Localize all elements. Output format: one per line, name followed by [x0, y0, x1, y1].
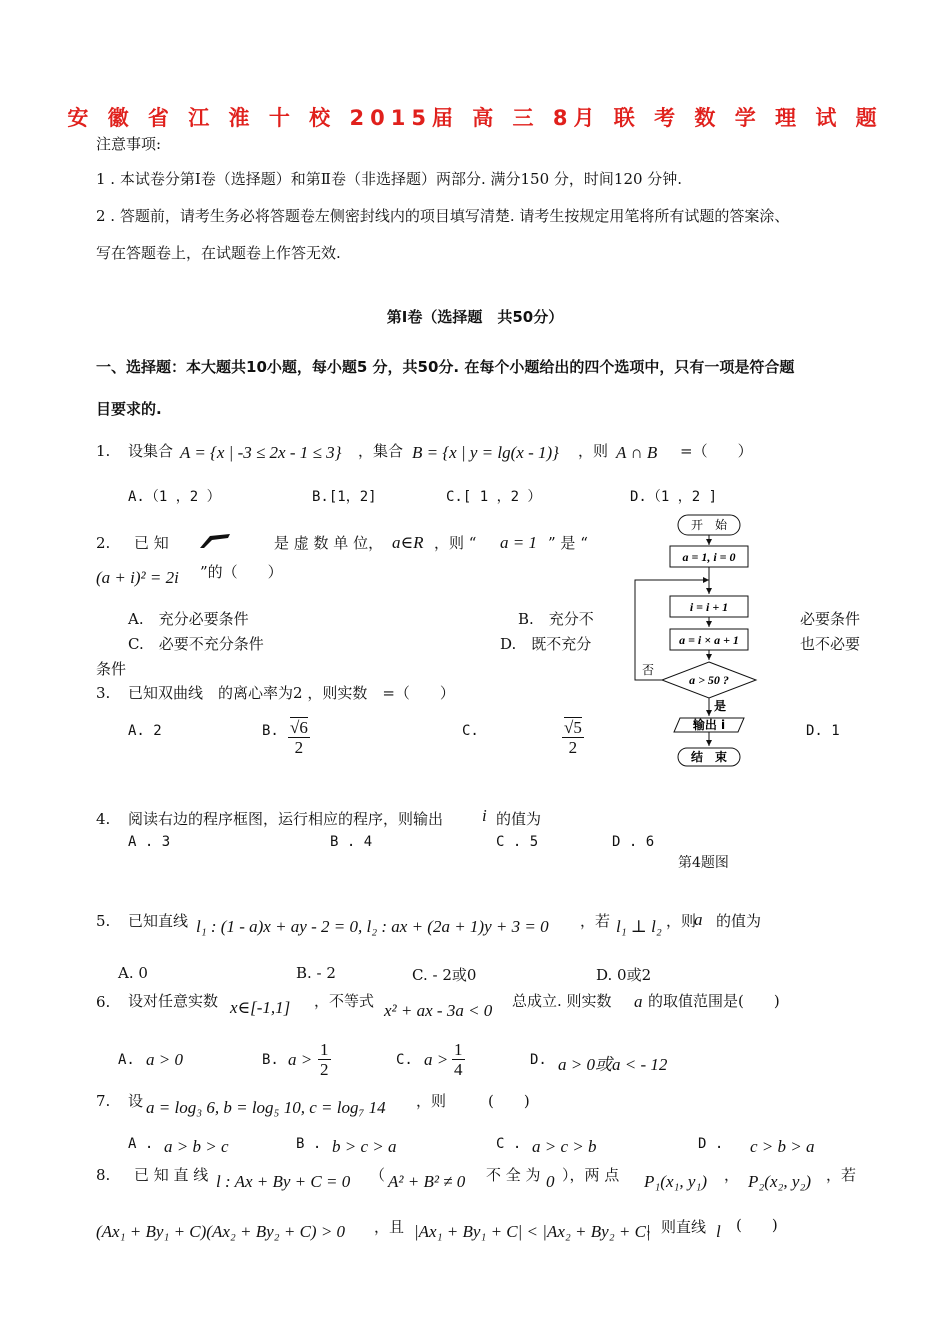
q1-set-b: B = {x | y = lg(x - 1)}: [412, 443, 559, 462]
notice-item-2a: 2 . 答题前，请考生务必将答题卷左侧密封线内的项目填写清楚. 请考生按规定用笔将所有试题的答案涂、: [96, 207, 790, 225]
q6-option-a-label: A.: [118, 1052, 135, 1068]
flowchart-condition-label: a > 50 ?: [689, 673, 729, 687]
q1-intersection: A ∩ B: [616, 443, 658, 462]
q7-text-3: ( ): [488, 1092, 530, 1110]
q8-text-1: 已 知 直 线: [134, 1166, 209, 1184]
q1-set-a: A = {x | -3 ≤ 2x - 1 ≤ 3}: [180, 443, 342, 462]
q4-option-a: A . 3: [128, 834, 171, 850]
q4-option-c: C . 5: [496, 834, 539, 850]
q4-text: 阅读右边的程序框图，运行相应的程序，则输出: [128, 810, 444, 828]
q6-text-2: ，不等式: [314, 992, 375, 1010]
q7-option-b-label: B .: [296, 1136, 322, 1152]
q6-option-c-prefix: a >: [424, 1050, 449, 1069]
q2-text-2: 是 虚 数 单 位，: [274, 534, 384, 552]
flowchart-init-label: a = 1, i = 0: [682, 550, 736, 564]
q6-option-d: a > 0或a < - 12: [558, 1055, 668, 1074]
q8-zero: 0: [546, 1172, 555, 1191]
q3-option-b-numerator: √6: [290, 718, 308, 737]
notice-heading: 注意事项:: [96, 135, 162, 153]
q8-point-1: P₁(x₁, y₁): [644, 1172, 708, 1191]
flowchart-caption: 第4题图: [678, 855, 729, 871]
q5-perpendicular: l₁ ⊥ l₂: [616, 917, 662, 936]
q7-option-d: c > b > a: [750, 1137, 815, 1156]
q7-option-a: a > b > c: [164, 1137, 229, 1156]
q5-text-4: 的值为: [716, 912, 762, 930]
q8-point-2: P₂(x₂, y₂): [748, 1172, 812, 1191]
section1-line2: 目要求的.: [96, 400, 162, 418]
q2-condition-3: (a + i)² = 2i: [96, 568, 179, 587]
q6-variable: a: [634, 992, 643, 1011]
q7-text-2: ，则: [416, 1092, 447, 1110]
q4-variable: i: [482, 806, 487, 825]
flowchart-output-label: 输出 i: [692, 718, 726, 732]
q6-interval: x∈[-1,1]: [230, 998, 291, 1017]
q1-option-a: A.（1 ，2 ）: [128, 489, 221, 505]
q1-text-3: ，则: [578, 442, 609, 460]
q3-option-c-denominator: 2: [568, 738, 578, 757]
q2-option-b: B. 充分不: [518, 610, 594, 628]
page-title: 安 徽 省 江 淮 十 校 2015届 高 三 8月 联 考 数 学 理 试 题: [67, 106, 883, 130]
q4-number: 4.: [96, 810, 111, 828]
notice-item-2b: 写在答题卷上，在试题卷上作答无效.: [96, 244, 341, 262]
q5-option-b: B. - 2: [296, 964, 336, 982]
q2-text-1: 已 知: [134, 534, 169, 552]
q6-option-a: a > 0: [146, 1050, 183, 1069]
flowchart-step1-label: i = i + 1: [689, 600, 729, 614]
q5-text-1: 已知直线: [128, 912, 189, 930]
q1-option-d: D.（1 ，2 ]: [630, 489, 718, 505]
q4-text-2: 的值为: [496, 810, 542, 828]
q8-text-4: ），两 点: [562, 1166, 620, 1184]
broken-image-icon: [198, 532, 232, 550]
flowchart-start-label: 开 始: [690, 518, 728, 532]
q6-text-1: 设对任意实数: [128, 992, 219, 1010]
q3-option-b-label: B.: [262, 723, 279, 739]
q8-text-5: ，: [724, 1166, 740, 1184]
q7-option-a-label: A .: [128, 1136, 154, 1152]
notice-item-1: 1 . 本试卷分第Ⅰ卷（选择题）和第Ⅱ卷（非选择题）两部分. 满分150 分，时间120 分钟.: [96, 170, 683, 188]
q2-number: 2.: [96, 534, 111, 552]
q8-line-name: l: [716, 1222, 721, 1241]
q8-text-8: ，则直线: [646, 1218, 707, 1236]
q8-line-equation: l : Ax + By + C = 0: [216, 1172, 351, 1191]
q6-option-b-prefix: a >: [288, 1050, 313, 1069]
q8-abs-inequality: |Ax₁ + By₁ + C| < |Ax₂ + By₂ + C|: [414, 1222, 651, 1241]
q2-condition-2: a = 1: [500, 533, 537, 552]
q2-text-3: ，则 “: [434, 534, 477, 552]
q5-text-3: ，则: [666, 912, 697, 930]
q2-option-a: A. 充分必要条件: [128, 610, 249, 628]
q7-number: 7.: [96, 1092, 111, 1110]
q6-option-d-label: D.: [530, 1052, 547, 1068]
q2-option-d: D. 既不充分: [500, 635, 592, 653]
q1-text-4: =（ ）: [680, 442, 753, 460]
q8-number: 8.: [96, 1166, 111, 1184]
q2-option-c: C. 必要不充分条件: [128, 635, 264, 653]
q7-option-d-label: D .: [698, 1136, 724, 1152]
q8-text-6: ，若: [826, 1166, 857, 1184]
q3-option-b-denominator: 2: [294, 738, 304, 757]
q8-condition: A² + B² ≠ 0: [388, 1172, 466, 1191]
q5-option-c: C. - 2或0: [412, 966, 477, 984]
q2-option-b-cont: 必要条件: [800, 610, 861, 628]
q3-option-b-fraction: [288, 718, 310, 757]
q8-text-7: ，且: [374, 1218, 405, 1236]
q2-option-d-tail: 条件: [96, 660, 127, 678]
q6-text-3: 总成立. 则实数: [512, 992, 612, 1010]
q8-text-2: （: [370, 1166, 386, 1184]
q6-text-4: 的取值范围是( ): [648, 992, 780, 1010]
q6-option-b-fraction: [318, 1040, 331, 1079]
q5-option-a: A. 0: [118, 964, 148, 982]
q3-number: 3.: [96, 684, 111, 702]
q4-option-b: B . 4: [330, 834, 373, 850]
q3-option-c-numerator: √5: [564, 718, 582, 737]
q7-text-1: 设: [128, 1092, 144, 1110]
q5-option-d: D. 0或2: [596, 966, 652, 984]
q5-variable: a: [694, 910, 703, 929]
q1-text-2: ，集合: [358, 442, 404, 460]
q2-option-d-cont: 也不必要: [800, 635, 861, 653]
q2-text-5: ”的（ ）: [200, 563, 283, 581]
q2-condition-1: a∈R: [392, 533, 424, 552]
flowchart-end-label: 结 束: [690, 750, 728, 764]
q6-option-c-fraction: [452, 1040, 465, 1079]
q1-text-1: 设集合: [128, 442, 174, 460]
q6-option-b-denominator: 2: [320, 1060, 329, 1079]
q3-option-a: A. 2: [128, 723, 162, 739]
q5-number: 5.: [96, 912, 111, 930]
q6-number: 6.: [96, 993, 111, 1011]
q3-option-c-fraction: [562, 718, 584, 757]
flowchart-step2-label: a = i × a + 1: [679, 633, 739, 647]
q7-definitions: a = log₃ 6, b = log₅ 10, c = log₇ 14: [146, 1098, 386, 1117]
q5-lines-equation: l₁ : (1 - a)x + ay - 2 = 0, l₂ : ax + (2a + 1)y + 3 = 0: [196, 917, 549, 936]
q7-option-c: a > c > b: [532, 1137, 597, 1156]
q6-option-c-label: C.: [396, 1052, 413, 1068]
q2-text-4: ” 是 “: [548, 534, 588, 552]
q4-option-d: D . 6: [612, 834, 655, 850]
q7-option-c-label: C .: [496, 1136, 522, 1152]
q8-product: (Ax₁ + By₁ + C)(Ax₂ + By₂ + C) > 0: [96, 1222, 346, 1241]
q3-option-d: D. 1: [806, 723, 840, 739]
flowchart-no-label: 否: [642, 663, 655, 677]
part1-heading: 第Ⅰ卷（选择题 共50分）: [386, 308, 564, 326]
q3-text: 已知双曲线 的离心率为2 ，则实数 =（ ）: [128, 684, 455, 702]
q6-option-b-label: B.: [262, 1052, 279, 1068]
q6-option-b-numerator: 1: [320, 1040, 329, 1059]
q6-option-c-numerator: 1: [454, 1040, 463, 1059]
flowchart: [630, 508, 780, 770]
flowchart-yes-label: 是: [714, 699, 727, 713]
q7-option-b: b > c > a: [332, 1137, 397, 1156]
q1-option-c: C.[ 1 ，2 ）: [446, 489, 542, 505]
q8-text-3: 不 全 为: [486, 1166, 541, 1184]
q1-number: 1.: [96, 442, 111, 460]
q6-inequality: x² + ax - 3a < 0: [384, 1001, 493, 1020]
q8-text-9: ( ): [736, 1216, 778, 1234]
section1-line1: 一、选择题：本大题共10小题，每小题5 分，共50分. 在每个小题给出的四个选项中，只有一项是符合题: [96, 358, 795, 376]
q3-option-c-label: C.: [462, 723, 479, 739]
q1-option-b: B.[1，2]: [312, 489, 377, 505]
q6-option-c-denominator: 4: [454, 1060, 463, 1079]
q5-text-2: ，若: [580, 912, 611, 930]
